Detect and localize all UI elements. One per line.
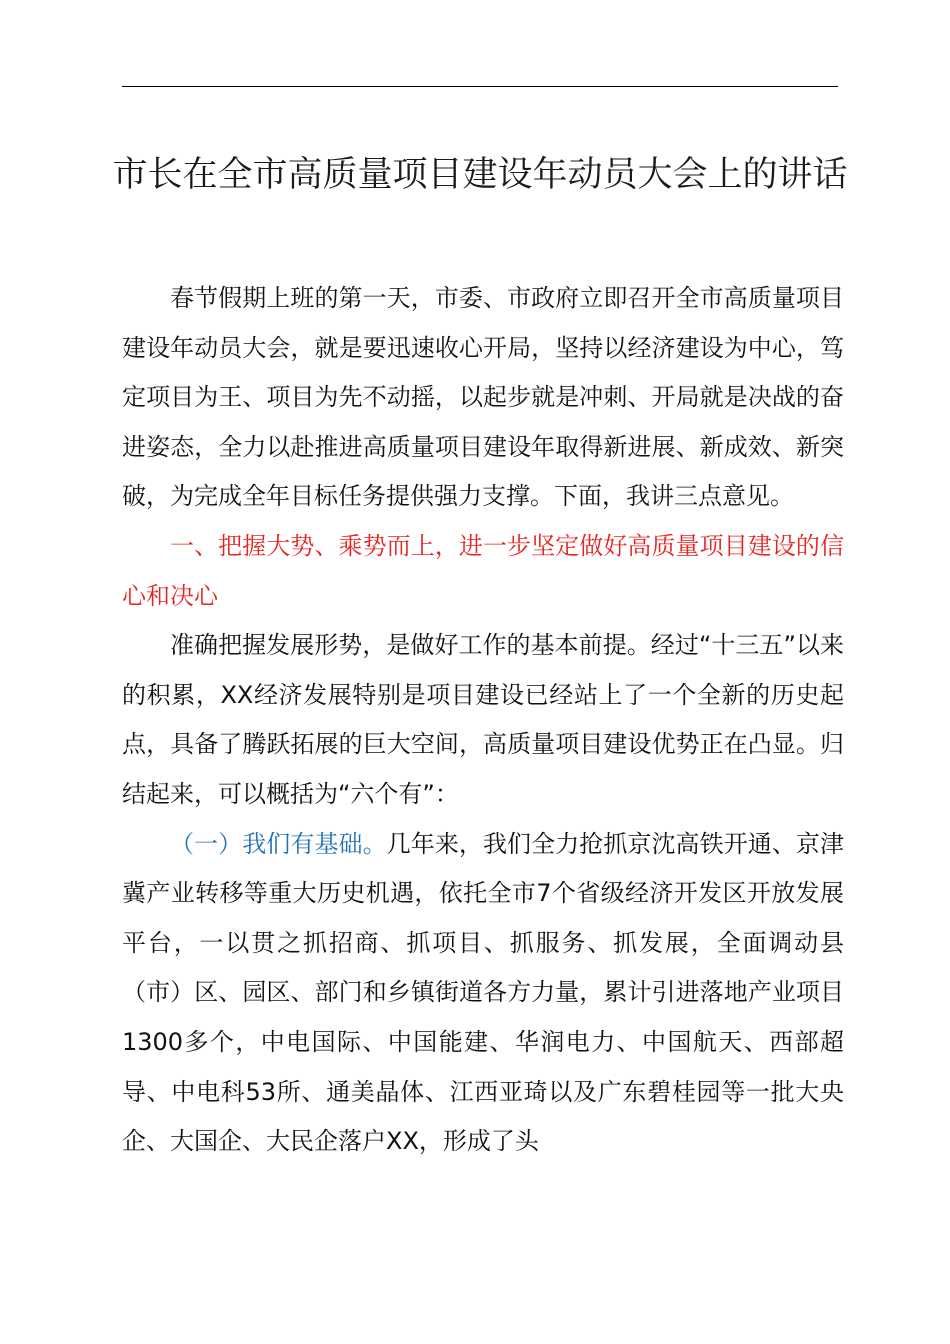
paragraph-foundation [122,820,844,1167]
paragraph-situation: 准确把握发展形势，是做好工作的基本前提。经过“十三五”以来的积累，XX经济发展特别是项目建设已经站上了一个全新的历史起点，具备了腾跃拓展的巨大空间，高质量项目建设优势正在凸显。归结起来，可以概括为“六个有”： [122,631,844,808]
document-title: 市长在全市高质量项目建设年动员大会上的讲话 [112,155,848,195]
paragraph-foundation-text: 几年来，我们全力抢抓京沈高铁开通、京津冀产业转移等重大历史机遇，依托全市7个省级经济开发区开放发展平台，一以贯之抓招商、抓项目、抓服务、抓发展，全面调动县（市）区、园区、部门和乡镇街道各方力量，累计引进落地产业项目1300多个，中电国际、中国能建、华润电力、中国航天、西部超导、中电科53所、通美晶体、江西亚琦以及广东碧桂园等一批大央企、大国企、大民企落户XX，形成了头 [122,829,845,1156]
document-body [122,274,844,1167]
header-rule [122,86,838,87]
subheading-foundation: （一）我们有基础。 [170,829,387,858]
paragraph-intro: 春节假期上班的第一天，市委、市政府立即召开全市高质量项目建设年动员大会，就是要迅速收心开局，坚持以经济建设为中心，笃定项目为王、项目为先不动摇，以起步就是冲刺、开局就是决战的奋进姿态，全力以赴推进高质量项目建设年取得新进展、新成效、新突破，为完成全年目标任务提供强力支撑。下面，我讲三点意见。 [122,284,844,511]
section-heading-1: 一、把握大势、乘势而上，进一步坚定做好高质量项目建设的信心和决心 [122,531,844,610]
